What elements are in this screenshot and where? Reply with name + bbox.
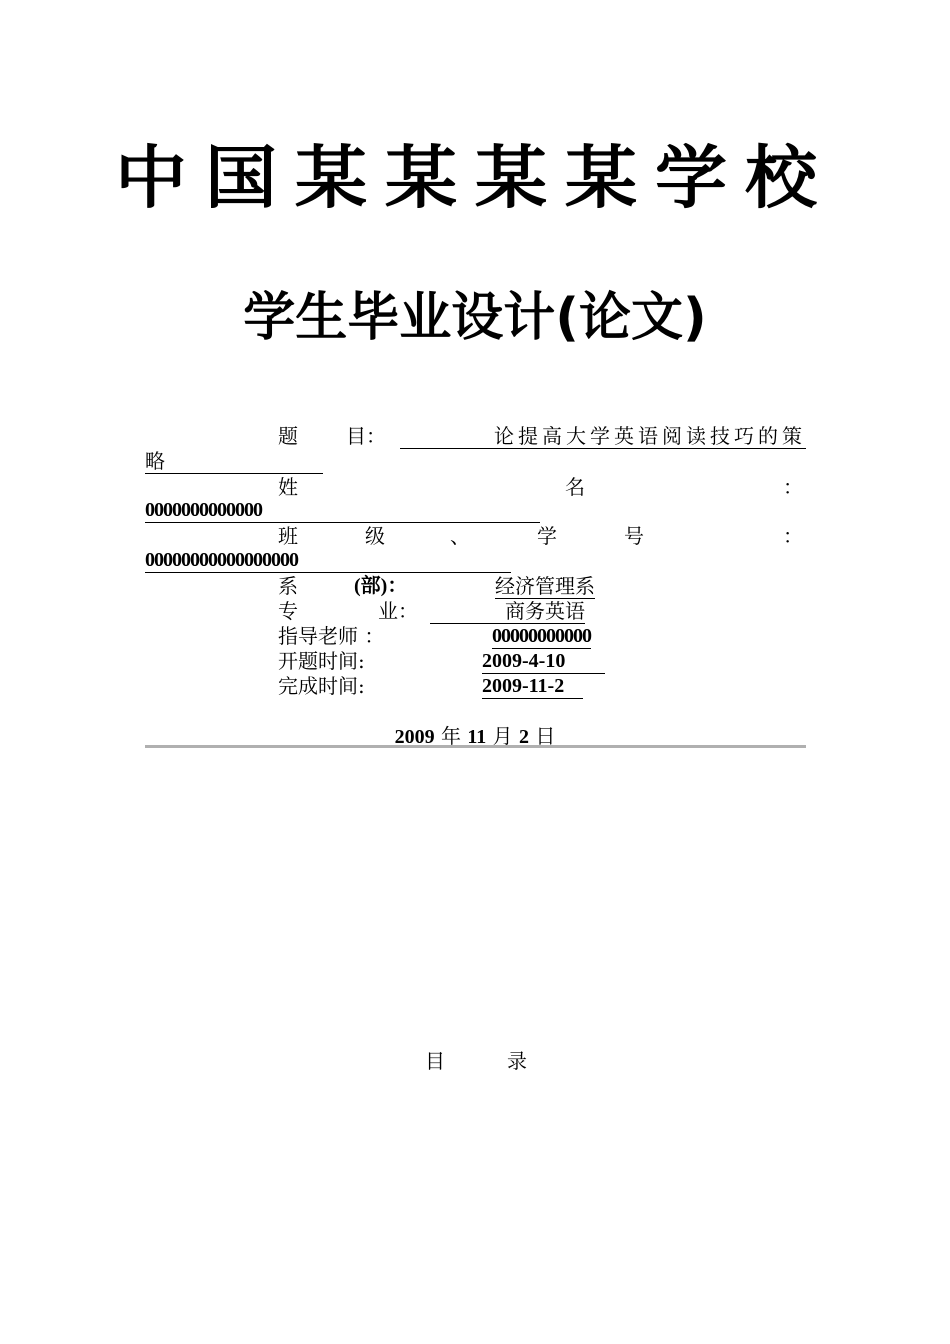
- date-day: 2: [518, 726, 529, 748]
- date-year-char: 年: [441, 724, 461, 748]
- name-colon: ：: [783, 475, 803, 499]
- class-value: 00000000000000000: [145, 548, 511, 573]
- dept-value: 经济管理系: [495, 574, 595, 598]
- date-month-char: 月: [492, 724, 513, 748]
- class-label-1: 班: [278, 524, 298, 548]
- name-label-2: 名: [565, 475, 585, 499]
- name-value: 0000000000000: [145, 498, 540, 523]
- class-colon: ：: [783, 524, 803, 548]
- document-title: 学生毕业设计(论文): [243, 288, 707, 348]
- topic-value-line-2: 略: [145, 449, 323, 474]
- class-label-3: 、: [450, 524, 470, 548]
- dept-label-2: (部)：: [354, 575, 408, 597]
- dept-label-1: 系: [278, 574, 298, 598]
- end-date-value: 2009-11-2: [482, 674, 583, 699]
- advisor-label: 指导老师 ：: [278, 624, 385, 648]
- major-label-2: 业：: [378, 599, 418, 623]
- school-name: 中国某某某某学校: [114, 136, 835, 218]
- date-year: 2009: [394, 726, 435, 748]
- class-label-2: 级: [365, 524, 385, 548]
- topic-value-line-1: 论提高大学英语阅读技巧的策: [400, 424, 806, 449]
- advisor-value: 00000000000: [492, 625, 591, 647]
- name-label-1: 姓: [278, 475, 298, 499]
- toc-heading-char-1: 目: [425, 1049, 445, 1073]
- major-label-1: 专: [278, 599, 298, 623]
- start-date-value: 2009-4-10: [482, 649, 605, 674]
- topic-label-1: 题: [278, 424, 298, 448]
- major-value: 商务英语: [430, 599, 585, 624]
- class-label-5: 号: [624, 524, 644, 548]
- horizontal-rule: [145, 745, 806, 748]
- end-date-label: 完成时间:: [278, 674, 365, 698]
- date-month: 11: [467, 726, 487, 748]
- toc-heading-char-2: 录: [507, 1049, 527, 1073]
- date-day-char: 日: [535, 724, 556, 748]
- start-date-label: 开题时间:: [278, 649, 365, 673]
- topic-label-2: 目：: [346, 424, 386, 448]
- class-label-4: 学: [537, 524, 557, 548]
